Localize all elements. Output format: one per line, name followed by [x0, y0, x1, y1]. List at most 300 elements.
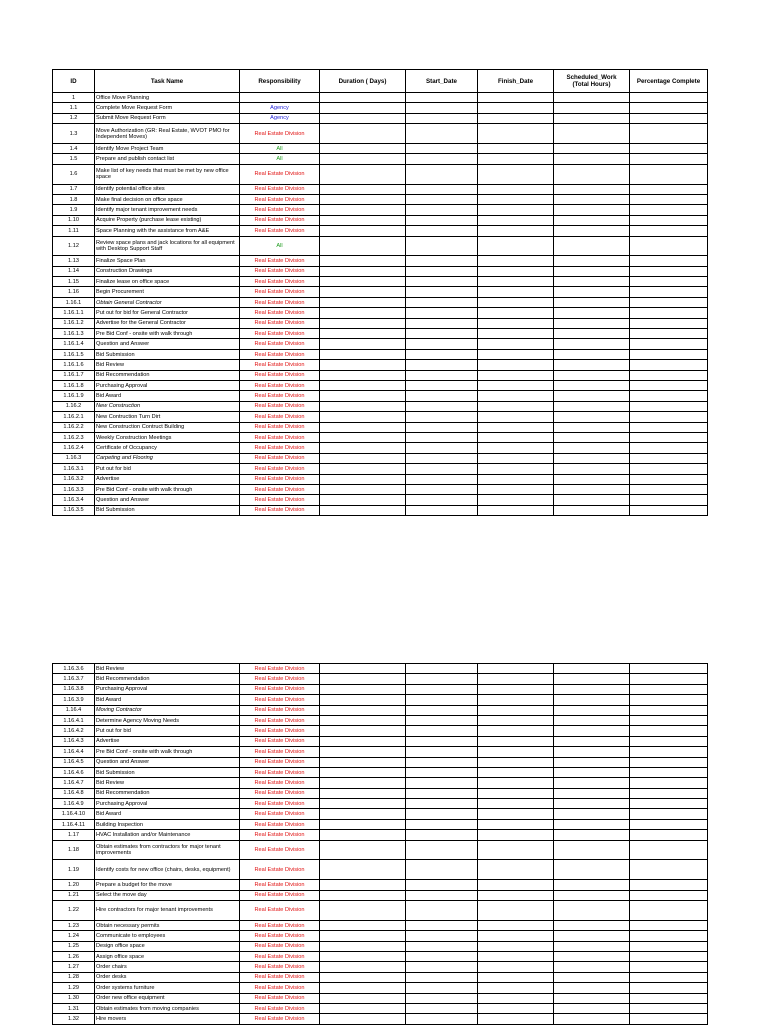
cell-task-name: Bid Recommendation: [95, 370, 240, 380]
table-row: [53, 941, 708, 951]
cell-responsibility: Real Estate Division: [240, 464, 320, 474]
table-row: [53, 767, 708, 777]
table-row: [53, 920, 708, 930]
table-row: [53, 422, 708, 432]
cell-id: 1.6: [53, 164, 95, 184]
table-row: [53, 972, 708, 982]
cell-responsibility: Real Estate Division: [240, 256, 320, 266]
cell-scheduled-work: [554, 840, 630, 860]
cell-task-name: Begin Procurement: [95, 287, 240, 297]
cell-id: 1.16.3.7: [53, 674, 95, 684]
cell-start-date: [406, 983, 478, 993]
cell-percentage-complete: [630, 205, 708, 215]
table-row: [53, 391, 708, 401]
cell-task-name: Pre Bid Conf - onsite with walk through: [95, 329, 240, 339]
cell-id: 1.16.3.9: [53, 695, 95, 705]
cell-finish-date: [478, 809, 554, 819]
cell-task-name: Advertise: [95, 736, 240, 746]
table-row: [53, 124, 708, 144]
cell-id: 1.24: [53, 931, 95, 941]
header-duration: Duration ( Days): [320, 70, 406, 93]
cell-duration: [320, 695, 406, 705]
cell-task-name: Submit Move Request Form: [95, 113, 240, 123]
cell-task-name: HVAC Installation and/or Maintenance: [95, 830, 240, 840]
cell-scheduled-work: [554, 256, 630, 266]
cell-finish-date: [478, 205, 554, 215]
cell-responsibility: Real Estate Division: [240, 931, 320, 941]
cell-finish-date: [478, 757, 554, 767]
cell-percentage-complete: [630, 464, 708, 474]
cell-id: 1.16.2.3: [53, 432, 95, 442]
cell-id: 1.16.3.4: [53, 495, 95, 505]
cell-duration: [320, 705, 406, 715]
table-row: [53, 901, 708, 921]
cell-id: 1.16.4.5: [53, 757, 95, 767]
cell-id: 1.16.1: [53, 297, 95, 307]
cell-scheduled-work: [554, 164, 630, 184]
cell-scheduled-work: [554, 277, 630, 287]
cell-task-name: Communicate to employees: [95, 931, 240, 941]
table-body: [53, 93, 708, 516]
cell-finish-date: [478, 484, 554, 494]
cell-duration: [320, 432, 406, 442]
cell-duration: [320, 422, 406, 432]
cell-percentage-complete: [630, 993, 708, 1003]
cell-percentage-complete: [630, 920, 708, 930]
cell-duration: [320, 194, 406, 204]
cell-start-date: [406, 736, 478, 746]
cell-start-date: [406, 226, 478, 236]
table-row: [53, 412, 708, 422]
cell-duration: [320, 287, 406, 297]
cell-finish-date: [478, 164, 554, 184]
cell-start-date: [406, 962, 478, 972]
cell-start-date: [406, 505, 478, 515]
table-row: [53, 318, 708, 328]
cell-percentage-complete: [630, 287, 708, 297]
cell-task-name: Bid Submission: [95, 505, 240, 515]
cell-scheduled-work: [554, 339, 630, 349]
cell-responsibility: All: [240, 154, 320, 164]
cell-start-date: [406, 113, 478, 123]
cell-responsibility: Real Estate Division: [240, 164, 320, 184]
table-row: [53, 705, 708, 715]
cell-duration: [320, 329, 406, 339]
table-row: [53, 993, 708, 1003]
cell-responsibility: Real Estate Division: [240, 432, 320, 442]
cell-scheduled-work: [554, 205, 630, 215]
cell-scheduled-work: [554, 695, 630, 705]
cell-id: 1.16: [53, 287, 95, 297]
cell-id: 1.9: [53, 205, 95, 215]
cell-id: 1.23: [53, 920, 95, 930]
cell-task-name: Obtain necessary permits: [95, 920, 240, 930]
cell-percentage-complete: [630, 901, 708, 921]
cell-id: 1.3: [53, 124, 95, 144]
table-row: [53, 226, 708, 236]
cell-duration: [320, 474, 406, 484]
cell-duration: [320, 962, 406, 972]
cell-scheduled-work: [554, 194, 630, 204]
table-row: [53, 380, 708, 390]
cell-responsibility: Agency: [240, 103, 320, 113]
cell-duration: [320, 747, 406, 757]
cell-percentage-complete: [630, 391, 708, 401]
cell-responsibility: Real Estate Division: [240, 370, 320, 380]
cell-scheduled-work: [554, 505, 630, 515]
cell-responsibility: All: [240, 143, 320, 153]
cell-start-date: [406, 297, 478, 307]
cell-finish-date: [478, 287, 554, 297]
cell-task-name: Review space plans and jack locations for all equipment with Desktop Support Staff: [95, 236, 240, 256]
cell-duration: [320, 684, 406, 694]
cell-scheduled-work: [554, 422, 630, 432]
header-row: [53, 70, 708, 93]
cell-responsibility: Real Estate Division: [240, 412, 320, 422]
cell-scheduled-work: [554, 474, 630, 484]
cell-scheduled-work: [554, 432, 630, 442]
cell-id: 1.16.4: [53, 705, 95, 715]
cell-duration: [320, 972, 406, 982]
cell-duration: [320, 443, 406, 453]
cell-finish-date: [478, 664, 554, 674]
cell-finish-date: [478, 422, 554, 432]
cell-task-name: Order chairs: [95, 962, 240, 972]
cell-duration: [320, 256, 406, 266]
cell-scheduled-work: [554, 370, 630, 380]
cell-finish-date: [478, 226, 554, 236]
cell-id: 1.17: [53, 830, 95, 840]
cell-duration: [320, 93, 406, 103]
cell-duration: [320, 360, 406, 370]
cell-finish-date: [478, 308, 554, 318]
cell-scheduled-work: [554, 757, 630, 767]
cell-percentage-complete: [630, 164, 708, 184]
cell-finish-date: [478, 993, 554, 1003]
cell-start-date: [406, 901, 478, 921]
cell-start-date: [406, 819, 478, 829]
cell-task-name: Acquire Property (purchase lease existing): [95, 215, 240, 225]
cell-percentage-complete: [630, 799, 708, 809]
cell-start-date: [406, 674, 478, 684]
cell-id: 1.29: [53, 983, 95, 993]
cell-scheduled-work: [554, 453, 630, 463]
cell-scheduled-work: [554, 154, 630, 164]
cell-task-name: Order systems furniture: [95, 983, 240, 993]
cell-finish-date: [478, 370, 554, 380]
cell-responsibility: Real Estate Division: [240, 799, 320, 809]
cell-responsibility: Real Estate Division: [240, 695, 320, 705]
cell-scheduled-work: [554, 830, 630, 840]
cell-duration: [320, 349, 406, 359]
table-row: [53, 308, 708, 318]
cell-duration: [320, 993, 406, 1003]
cell-start-date: [406, 880, 478, 890]
cell-duration: [320, 124, 406, 144]
cell-task-name: Bid Review: [95, 360, 240, 370]
cell-scheduled-work: [554, 799, 630, 809]
cell-percentage-complete: [630, 380, 708, 390]
cell-start-date: [406, 318, 478, 328]
cell-responsibility: Real Estate Division: [240, 920, 320, 930]
cell-task-name: Pre Bid Conf - onsite with walk through: [95, 484, 240, 494]
cell-percentage-complete: [630, 931, 708, 941]
cell-scheduled-work: [554, 920, 630, 930]
cell-task-name: Order desks: [95, 972, 240, 982]
cell-percentage-complete: [630, 705, 708, 715]
cell-start-date: [406, 664, 478, 674]
cell-duration: [320, 318, 406, 328]
cell-responsibility: Real Estate Division: [240, 747, 320, 757]
cell-start-date: [406, 840, 478, 860]
cell-responsibility: Real Estate Division: [240, 880, 320, 890]
cell-responsibility: Real Estate Division: [240, 809, 320, 819]
cell-responsibility: Real Estate Division: [240, 495, 320, 505]
cell-id: 1.31: [53, 1003, 95, 1013]
cell-responsibility: Real Estate Division: [240, 349, 320, 359]
table-row: [53, 93, 708, 103]
cell-task-name: Obtain estimates from contractors for major tenant improvements: [95, 840, 240, 860]
cell-start-date: [406, 124, 478, 144]
cell-task-name: Question and Answer: [95, 339, 240, 349]
cell-responsibility: Real Estate Division: [240, 819, 320, 829]
cell-id: 1.15: [53, 277, 95, 287]
cell-responsibility: Real Estate Division: [240, 684, 320, 694]
cell-start-date: [406, 695, 478, 705]
table-row: [53, 339, 708, 349]
table-row: [53, 484, 708, 494]
cell-duration: [320, 401, 406, 411]
cell-id: 1.20: [53, 880, 95, 890]
cell-finish-date: [478, 143, 554, 153]
schedule-table-page-2: [52, 663, 708, 1025]
cell-start-date: [406, 767, 478, 777]
table-row: [53, 778, 708, 788]
cell-percentage-complete: [630, 747, 708, 757]
cell-duration: [320, 266, 406, 276]
cell-duration: [320, 767, 406, 777]
table-row: [53, 432, 708, 442]
cell-duration: [320, 941, 406, 951]
cell-finish-date: [478, 474, 554, 484]
cell-finish-date: [478, 901, 554, 921]
cell-finish-date: [478, 840, 554, 860]
cell-finish-date: [478, 380, 554, 390]
cell-start-date: [406, 339, 478, 349]
cell-duration: [320, 164, 406, 184]
table-row: [53, 329, 708, 339]
schedule-table-page-1: [52, 69, 708, 516]
cell-percentage-complete: [630, 339, 708, 349]
cell-percentage-complete: [630, 809, 708, 819]
table-row: [53, 983, 708, 993]
cell-finish-date: [478, 194, 554, 204]
table-row: [53, 194, 708, 204]
cell-responsibility: Real Estate Division: [240, 767, 320, 777]
cell-id: 1.16.4.11: [53, 819, 95, 829]
header-finish-date: Finish_Date: [478, 70, 554, 93]
cell-id: 1.26: [53, 951, 95, 961]
cell-percentage-complete: [630, 830, 708, 840]
cell-task-name: Certificate of Occupancy: [95, 443, 240, 453]
cell-duration: [320, 880, 406, 890]
cell-responsibility: Real Estate Division: [240, 726, 320, 736]
cell-scheduled-work: [554, 767, 630, 777]
cell-task-name: Prepare and publish contact list: [95, 154, 240, 164]
cell-scheduled-work: [554, 266, 630, 276]
cell-responsibility: All: [240, 236, 320, 256]
cell-responsibility: Real Estate Division: [240, 962, 320, 972]
cell-duration: [320, 484, 406, 494]
header-task-name: Task Name: [95, 70, 240, 93]
cell-duration: [320, 380, 406, 390]
table-row: [53, 495, 708, 505]
cell-finish-date: [478, 401, 554, 411]
cell-task-name: Obtain General Contractor: [95, 297, 240, 307]
cell-percentage-complete: [630, 266, 708, 276]
cell-id: 1.16.2: [53, 401, 95, 411]
cell-duration: [320, 215, 406, 225]
cell-start-date: [406, 164, 478, 184]
cell-percentage-complete: [630, 93, 708, 103]
cell-task-name: Complete Move Request Form: [95, 103, 240, 113]
cell-scheduled-work: [554, 495, 630, 505]
cell-responsibility: Real Estate Division: [240, 124, 320, 144]
cell-id: 1.16.2.2: [53, 422, 95, 432]
cell-scheduled-work: [554, 972, 630, 982]
cell-percentage-complete: [630, 983, 708, 993]
cell-duration: [320, 788, 406, 798]
cell-scheduled-work: [554, 297, 630, 307]
cell-duration: [320, 901, 406, 921]
cell-task-name: Carpeting and Flooring: [95, 453, 240, 463]
cell-percentage-complete: [630, 215, 708, 225]
table-row: [53, 788, 708, 798]
cell-id: 1.16.4.9: [53, 799, 95, 809]
cell-scheduled-work: [554, 684, 630, 694]
cell-responsibility: Real Estate Division: [240, 951, 320, 961]
cell-start-date: [406, 860, 478, 880]
cell-responsibility: Real Estate Division: [240, 484, 320, 494]
cell-id: 1.16.3.6: [53, 664, 95, 674]
cell-percentage-complete: [630, 941, 708, 951]
cell-duration: [320, 931, 406, 941]
cell-finish-date: [478, 443, 554, 453]
cell-task-name: Pre Bid Conf - onsite with walk through: [95, 747, 240, 757]
cell-duration: [320, 277, 406, 287]
cell-finish-date: [478, 695, 554, 705]
cell-start-date: [406, 401, 478, 411]
cell-percentage-complete: [630, 726, 708, 736]
cell-percentage-complete: [630, 664, 708, 674]
cell-task-name: Put out for bid for General Contractor: [95, 308, 240, 318]
table-row: [53, 674, 708, 684]
cell-percentage-complete: [630, 277, 708, 287]
cell-start-date: [406, 778, 478, 788]
cell-duration: [320, 778, 406, 788]
cell-finish-date: [478, 860, 554, 880]
cell-task-name: Select the move day: [95, 890, 240, 900]
cell-finish-date: [478, 736, 554, 746]
table-row: [53, 277, 708, 287]
cell-percentage-complete: [630, 736, 708, 746]
table-row: [53, 1003, 708, 1013]
cell-start-date: [406, 215, 478, 225]
cell-duration: [320, 809, 406, 819]
cell-responsibility: Real Estate Division: [240, 360, 320, 370]
cell-finish-date: [478, 391, 554, 401]
cell-scheduled-work: [554, 360, 630, 370]
cell-scheduled-work: [554, 464, 630, 474]
cell-responsibility: Real Estate Division: [240, 194, 320, 204]
cell-task-name: Question and Answer: [95, 757, 240, 767]
cell-scheduled-work: [554, 391, 630, 401]
cell-scheduled-work: [554, 329, 630, 339]
table-row: [53, 757, 708, 767]
cell-responsibility: Real Estate Division: [240, 860, 320, 880]
cell-scheduled-work: [554, 880, 630, 890]
cell-start-date: [406, 349, 478, 359]
header-start-date: Start_Date: [406, 70, 478, 93]
cell-finish-date: [478, 819, 554, 829]
cell-start-date: [406, 287, 478, 297]
cell-id: 1.16.3.2: [53, 474, 95, 484]
cell-percentage-complete: [630, 422, 708, 432]
cell-start-date: [406, 256, 478, 266]
cell-id: 1.21: [53, 890, 95, 900]
cell-scheduled-work: [554, 993, 630, 1003]
cell-finish-date: [478, 674, 554, 684]
cell-responsibility: Real Estate Division: [240, 205, 320, 215]
cell-task-name: Building Inspection: [95, 819, 240, 829]
cell-task-name: Hire contractors for major tenant improvements: [95, 901, 240, 921]
cell-task-name: Put out for bid: [95, 726, 240, 736]
cell-finish-date: [478, 726, 554, 736]
cell-responsibility: [240, 93, 320, 103]
cell-start-date: [406, 184, 478, 194]
cell-duration: [320, 339, 406, 349]
cell-responsibility: Real Estate Division: [240, 318, 320, 328]
cell-percentage-complete: [630, 432, 708, 442]
cell-duration: [320, 715, 406, 725]
cell-scheduled-work: [554, 736, 630, 746]
cell-percentage-complete: [630, 788, 708, 798]
cell-finish-date: [478, 951, 554, 961]
cell-percentage-complete: [630, 962, 708, 972]
cell-task-name: Weekly Construction Meetings: [95, 432, 240, 442]
cell-percentage-complete: [630, 308, 708, 318]
cell-id: 1.16.1.7: [53, 370, 95, 380]
cell-scheduled-work: [554, 484, 630, 494]
table-row: [53, 715, 708, 725]
cell-percentage-complete: [630, 236, 708, 256]
cell-responsibility: Real Estate Division: [240, 184, 320, 194]
cell-start-date: [406, 809, 478, 819]
table-row: [53, 1014, 708, 1024]
cell-percentage-complete: [630, 684, 708, 694]
table-row: [53, 443, 708, 453]
cell-duration: [320, 1014, 406, 1024]
cell-finish-date: [478, 941, 554, 951]
cell-responsibility: Real Estate Division: [240, 983, 320, 993]
cell-id: 1.7: [53, 184, 95, 194]
cell-responsibility: Real Estate Division: [240, 339, 320, 349]
cell-task-name: Make list of key needs that must be met by new office space: [95, 164, 240, 184]
cell-responsibility: Real Estate Division: [240, 736, 320, 746]
cell-finish-date: [478, 154, 554, 164]
cell-duration: [320, 840, 406, 860]
cell-start-date: [406, 747, 478, 757]
